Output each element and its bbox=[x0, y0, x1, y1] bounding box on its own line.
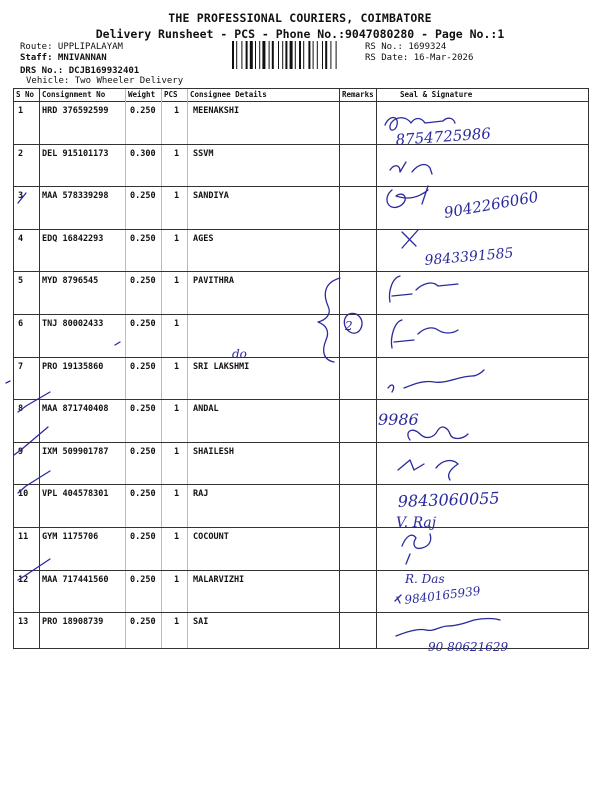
cell-sno: 1 bbox=[18, 106, 24, 116]
barcode-bar bbox=[290, 41, 293, 69]
row-rule bbox=[14, 484, 588, 485]
barcode-bar bbox=[336, 41, 337, 69]
row-rule bbox=[14, 144, 588, 145]
cell-pcs: 1 bbox=[174, 404, 180, 414]
cell-sno: 10 bbox=[18, 489, 29, 499]
cell-consignment: HRD 376592599 bbox=[42, 106, 109, 116]
cell-weight: 0.250 bbox=[130, 362, 156, 372]
col-header-consignee: Consignee Details bbox=[190, 90, 267, 99]
row-rule bbox=[14, 271, 588, 272]
col-rule bbox=[339, 89, 340, 648]
cell-pcs: 1 bbox=[174, 319, 180, 329]
cell-consignment: MYD 8796545 bbox=[42, 276, 99, 286]
drs-label: DRS No.: DCJB169932401 bbox=[20, 66, 140, 76]
cell-consignee: RAJ bbox=[193, 489, 209, 499]
col-header-pcs: PCS bbox=[164, 90, 178, 99]
cell-consignee: MEENAKSHI bbox=[193, 106, 240, 116]
cell-weight: 0.250 bbox=[130, 532, 156, 542]
barcode-bar bbox=[308, 41, 310, 69]
cell-consignment: PRO 19135860 bbox=[42, 362, 104, 372]
col-rule bbox=[187, 89, 188, 648]
cell-consignee: MALARVIZHI bbox=[193, 575, 245, 585]
rs-no-label: RS No.: 1699324 bbox=[365, 42, 447, 52]
col-rule bbox=[161, 89, 162, 648]
row-rule bbox=[14, 314, 588, 315]
cell-sno: 6 bbox=[18, 319, 24, 329]
col-header-signature: Seal & Signature bbox=[400, 90, 473, 99]
barcode-bar bbox=[322, 41, 323, 69]
cell-pcs: 1 bbox=[174, 276, 180, 286]
cell-weight: 0.250 bbox=[130, 106, 156, 116]
barcode-bar bbox=[232, 41, 234, 69]
cell-sno: 4 bbox=[18, 234, 24, 244]
cell-consignment: GYM 1175706 bbox=[42, 532, 99, 542]
barcode-bar bbox=[255, 41, 256, 69]
row-rule bbox=[14, 399, 588, 400]
col-header-sno: S No bbox=[16, 90, 35, 99]
cell-sno: 13 bbox=[18, 617, 29, 627]
cell-pcs: 1 bbox=[174, 149, 180, 159]
barcode-bar bbox=[299, 41, 301, 69]
barcode-bar bbox=[246, 41, 248, 69]
barcode-bar bbox=[278, 41, 279, 69]
row-rule bbox=[14, 570, 588, 571]
barcode-bar bbox=[295, 41, 296, 69]
cell-consignee: ANDAL bbox=[193, 404, 219, 414]
handwritten-text: 9986 bbox=[378, 410, 419, 429]
barcode-bar bbox=[259, 41, 260, 69]
handwritten-text: 8754725986 bbox=[395, 124, 492, 149]
handwritten-text: do bbox=[232, 347, 247, 361]
barcode-bar bbox=[313, 41, 314, 69]
cell-weight: 0.250 bbox=[130, 447, 156, 457]
cell-consignee: SSVM bbox=[193, 149, 214, 159]
cell-sno: 7 bbox=[18, 362, 24, 372]
cell-sno: 12 bbox=[18, 575, 29, 585]
barcode-bar bbox=[282, 41, 283, 69]
row-rule bbox=[14, 357, 588, 358]
barcode bbox=[232, 41, 360, 69]
handwritten-text: R. Das bbox=[405, 572, 445, 586]
col-rule bbox=[376, 89, 377, 648]
handwritten-text: 9840165939 bbox=[403, 583, 482, 607]
barcode-bar bbox=[269, 41, 270, 69]
cell-sno: 3 bbox=[18, 191, 24, 201]
cell-consignment: PRO 18908739 bbox=[42, 617, 104, 627]
staff-label: Staff: MNIVANNAN bbox=[20, 53, 107, 63]
cell-pcs: 1 bbox=[174, 234, 180, 244]
cell-pcs: 1 bbox=[174, 489, 180, 499]
cell-weight: 0.250 bbox=[130, 404, 156, 414]
barcode-bar bbox=[272, 41, 274, 69]
col-rule bbox=[39, 89, 40, 648]
row-rule bbox=[14, 527, 588, 528]
barcode-bar bbox=[303, 41, 304, 69]
handwritten-text: 90 80621629 bbox=[428, 640, 509, 654]
cell-consignee: COCOUNT bbox=[193, 532, 229, 542]
cell-consignee: SHAILESH bbox=[193, 447, 234, 457]
cell-consignee: SRI LAKSHMI bbox=[193, 362, 250, 372]
col-header-weight: Weight bbox=[128, 90, 156, 99]
vehicle-label: Vehicle: Two Wheeler Delivery bbox=[26, 76, 184, 86]
cell-consignee: SANDIYA bbox=[193, 191, 229, 201]
company-title: THE PROFESSIONAL COURIERS, COIMBATORE bbox=[168, 11, 432, 25]
barcode-bar bbox=[325, 41, 327, 69]
row-rule bbox=[14, 229, 588, 230]
barcode-bar bbox=[330, 41, 331, 69]
cell-consignment: MAA 578339298 bbox=[42, 191, 109, 201]
cell-weight: 0.250 bbox=[130, 617, 156, 627]
route-label: Route: UPPLIPALAYAM bbox=[20, 42, 123, 52]
barcode-bar bbox=[236, 41, 237, 69]
cell-consignment: MAA 871740408 bbox=[42, 404, 109, 414]
col-header-remarks: Remarks bbox=[342, 90, 374, 99]
cell-consignment: EDQ 16842293 bbox=[42, 234, 104, 244]
barcode-bar bbox=[285, 41, 287, 69]
cell-sno: 8 bbox=[18, 404, 24, 414]
cell-weight: 0.250 bbox=[130, 575, 156, 585]
cell-consignment: VPL 404578301 bbox=[42, 489, 109, 499]
cell-weight: 0.300 bbox=[130, 149, 156, 159]
cell-weight: 0.250 bbox=[130, 489, 156, 499]
cell-pcs: 1 bbox=[174, 447, 180, 457]
handwritten-text: 9042266060 bbox=[442, 187, 540, 222]
cell-sno: 5 bbox=[18, 276, 24, 286]
cell-pcs: 1 bbox=[174, 617, 180, 627]
rs-date-label: RS Date: 16-Mar-2026 bbox=[365, 53, 474, 63]
barcode-bar bbox=[241, 41, 242, 69]
barcode-bar bbox=[250, 41, 253, 69]
cell-weight: 0.250 bbox=[130, 234, 156, 244]
cell-weight: 0.250 bbox=[130, 191, 156, 201]
cell-weight: 0.250 bbox=[130, 276, 156, 286]
cell-consignment: DEL 915101173 bbox=[42, 149, 109, 159]
cell-pcs: 1 bbox=[174, 106, 180, 116]
cell-consignee: AGES bbox=[193, 234, 214, 244]
row-rule bbox=[14, 442, 588, 443]
col-header-consignment: Consignment No bbox=[42, 90, 106, 99]
barcode-bar bbox=[317, 41, 318, 69]
cell-sno: 2 bbox=[18, 149, 24, 159]
cell-consignment: IXM 509901787 bbox=[42, 447, 109, 457]
cell-pcs: 1 bbox=[174, 191, 180, 201]
cell-consignment: MAA 717441560 bbox=[42, 575, 109, 585]
cell-sno: 9 bbox=[18, 447, 24, 457]
runsheet-title: Delivery Runsheet - PCS - Phone No.:9047080280 - Page No.:1 bbox=[95, 27, 505, 41]
cell-consignee: PAVITHRA bbox=[193, 276, 234, 286]
handwritten-text: V. Raj bbox=[396, 515, 437, 531]
cell-consignment: TNJ 80002433 bbox=[42, 319, 104, 329]
header-rule bbox=[14, 101, 588, 102]
col-rule bbox=[125, 89, 126, 648]
cell-sno: 11 bbox=[18, 532, 29, 542]
cell-weight: 0.250 bbox=[130, 319, 156, 329]
cell-pcs: 1 bbox=[174, 532, 180, 542]
cell-pcs: 1 bbox=[174, 362, 180, 372]
cell-pcs: 1 bbox=[174, 575, 180, 585]
handwritten-text: 9843391585 bbox=[423, 245, 515, 269]
runsheet-table bbox=[13, 88, 589, 649]
row-rule bbox=[14, 186, 588, 187]
row-rule bbox=[14, 612, 588, 613]
cell-consignee: SAI bbox=[193, 617, 209, 627]
tick-mark bbox=[6, 381, 10, 383]
barcode-bar bbox=[262, 41, 265, 69]
handwritten-text: 2 bbox=[345, 319, 353, 333]
handwritten-text: 9843060055 bbox=[397, 488, 500, 511]
